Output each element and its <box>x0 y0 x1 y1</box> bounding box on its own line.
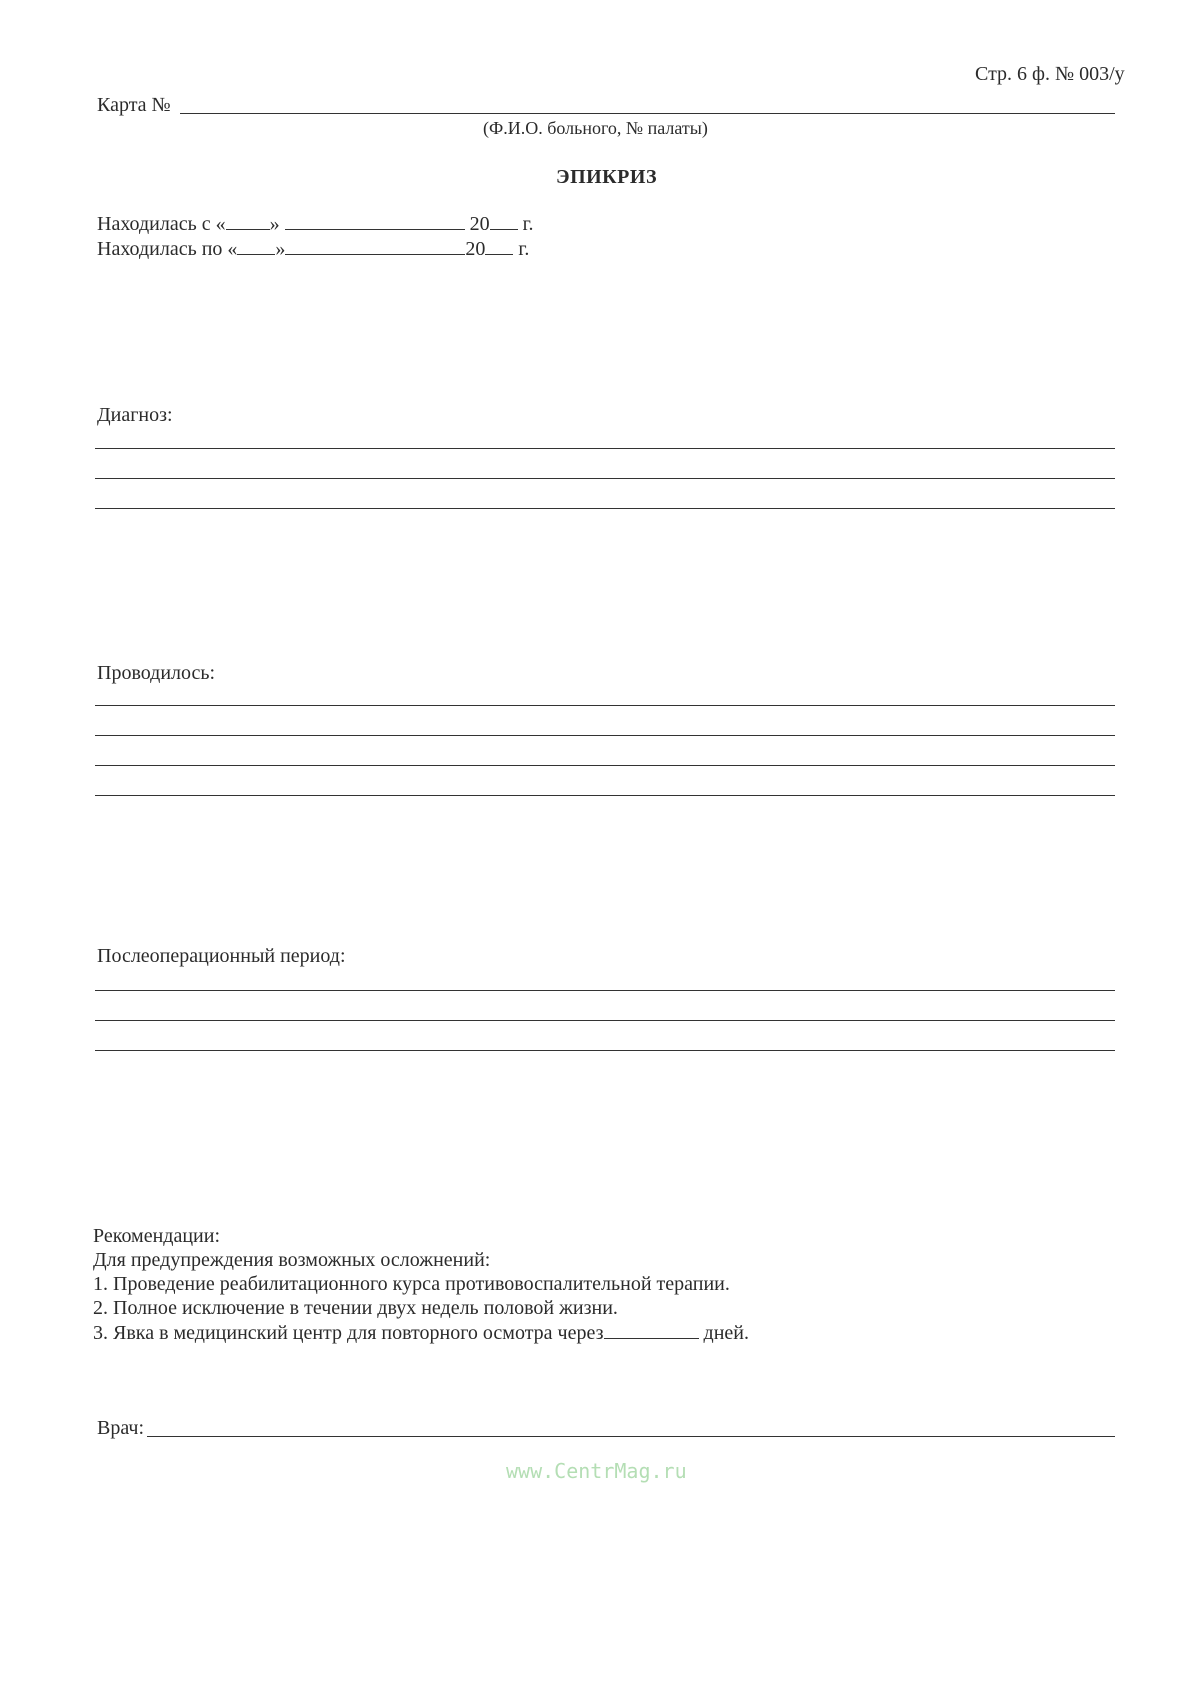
recommendation-item-3-suffix: дней. <box>703 1322 749 1344</box>
recommendations-heading: Рекомендации: <box>93 1225 221 1247</box>
diagnosis-label: Диагноз: <box>97 404 173 426</box>
stay-from-row <box>97 211 534 236</box>
card-field-caption: (Ф.И.О. больного, № палаты) <box>483 118 708 138</box>
treatment-label: Проводилось: <box>97 662 216 684</box>
watermark-url: www.CentrMag.ru <box>506 1459 687 1483</box>
stay-to-year-suffix: г. <box>518 238 530 260</box>
postop-line-2[interactable] <box>95 1020 1115 1021</box>
diagnosis-line-2[interactable] <box>95 478 1115 479</box>
recommendation-item-3 <box>93 1320 749 1345</box>
treatment-line-2[interactable] <box>95 735 1115 736</box>
stay-to-year-prefix: 20 <box>465 238 486 260</box>
diagnosis-line-1[interactable] <box>95 448 1115 449</box>
stay-from-label: Находилась с « <box>97 213 226 235</box>
stay-to-close-quote: » <box>275 238 286 260</box>
recommendations-intro: Для предупреждения возможных осложнений: <box>93 1249 491 1271</box>
treatment-line-1[interactable] <box>95 705 1115 706</box>
card-number-label: Карта № <box>97 94 171 116</box>
stay-from-year-suffix: г. <box>522 213 534 235</box>
diagnosis-line-3[interactable] <box>95 508 1115 509</box>
postop-line-1[interactable] <box>95 990 1115 991</box>
postop-label: Послеоперационный период: <box>97 945 346 967</box>
doctor-signature-field[interactable] <box>147 1436 1115 1437</box>
card-number-field[interactable] <box>180 113 1115 114</box>
doctor-label: Врач: <box>97 1417 145 1439</box>
follow-up-days-field[interactable] <box>604 1320 699 1339</box>
stay-to-row <box>97 236 529 261</box>
recommendation-item-3-prefix: 3. Явка в медицинский центр для повторного осмотра через <box>93 1322 604 1344</box>
stay-from-year-field[interactable] <box>490 211 518 230</box>
postop-line-3[interactable] <box>95 1050 1115 1051</box>
stay-to-label: Находилась по « <box>97 238 238 260</box>
treatment-line-4[interactable] <box>95 795 1115 796</box>
stay-to-month-field[interactable] <box>285 236 465 255</box>
stay-to-year-field[interactable] <box>485 236 513 255</box>
treatment-line-3[interactable] <box>95 765 1115 766</box>
stay-from-day-field[interactable] <box>226 211 270 230</box>
stay-from-close-quote: » <box>269 213 280 235</box>
document-title: ЭПИКРИЗ <box>556 166 658 188</box>
recommendation-item-2: 2. Полное исключение в течении двух недель половой жизни. <box>93 1297 618 1319</box>
stay-from-month-field[interactable] <box>285 211 465 230</box>
recommendation-item-1: 1. Проведение реабилитационного курса противовоспалительной терапии. <box>93 1273 730 1295</box>
stay-from-year-prefix: 20 <box>469 213 490 235</box>
page-reference: Стр. 6 ф. № 003/у <box>975 63 1125 85</box>
stay-to-day-field[interactable] <box>237 236 275 255</box>
